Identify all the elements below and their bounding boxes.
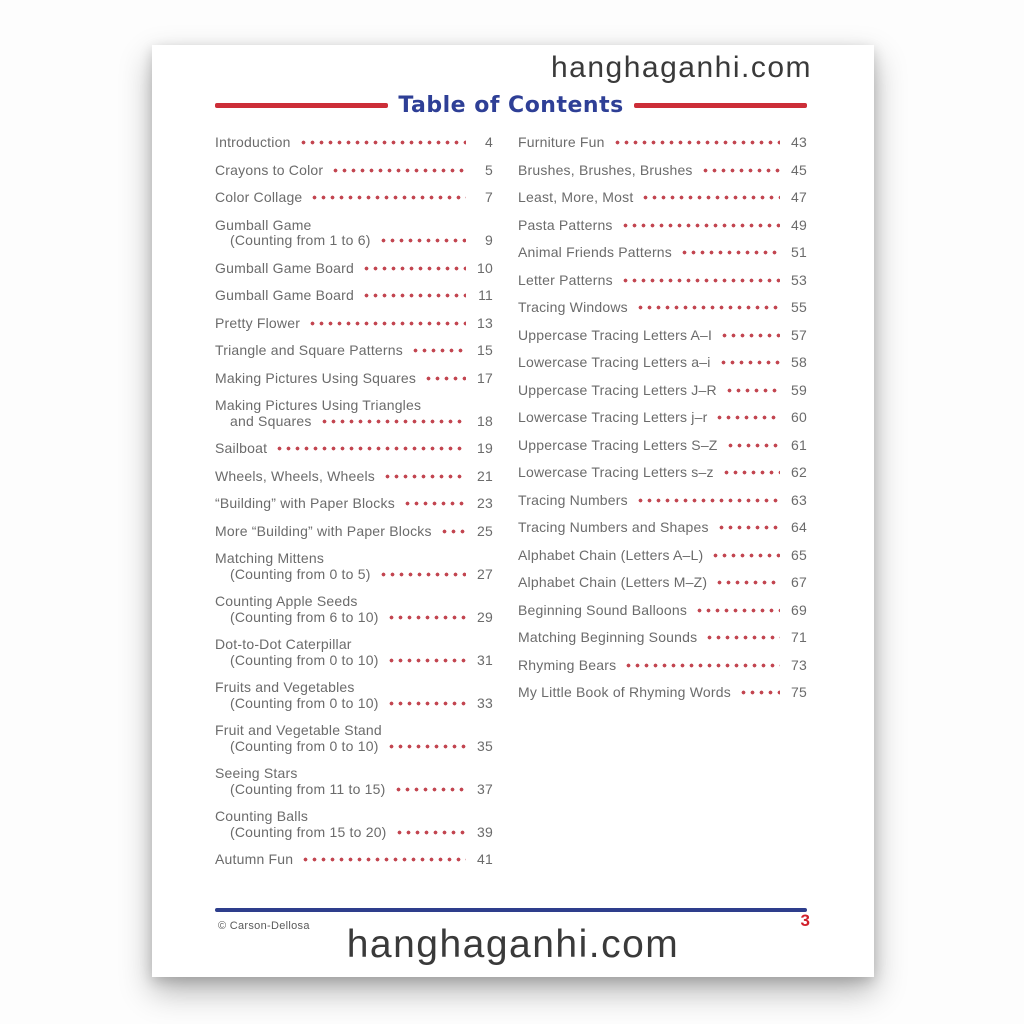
toc-entry-title: Alphabet Chain (Letters M–Z) <box>518 574 708 590</box>
toc-entry-page: 60 <box>791 409 807 425</box>
toc-entry-page: 73 <box>791 656 807 673</box>
dot-leader <box>715 580 780 585</box>
toc-entry-line <box>518 603 807 619</box>
dot-leader <box>711 553 780 558</box>
toc-entry-title: Least, More, Most <box>518 189 634 205</box>
toc-columns <box>215 135 807 880</box>
toc-entry-page: 71 <box>791 629 807 645</box>
toc-entry <box>215 261 493 277</box>
toc-entry-title: Lowercase Tracing Letters s–z <box>518 464 714 480</box>
toc-entry <box>518 218 807 234</box>
toc-entry-subline <box>215 233 493 249</box>
toc-entry-line <box>215 441 493 457</box>
toc-entry-title: Making Pictures Using Triangles <box>215 397 422 413</box>
toc-entry-line <box>215 594 493 610</box>
toc-entry-line <box>518 575 807 591</box>
dot-leader <box>424 376 466 381</box>
toc-entry <box>518 328 807 344</box>
toc-entry <box>215 637 493 668</box>
title-rule-left <box>215 103 388 108</box>
toc-entry <box>215 594 493 625</box>
toc-entry-subtitle: (Counting from 0 to 5) <box>230 565 371 582</box>
toc-entry-page: 49 <box>791 216 807 233</box>
dot-leader <box>379 238 466 243</box>
toc-entry <box>215 680 493 711</box>
watermark-top: hanghaganhi.com <box>550 51 812 84</box>
toc-entry-page: 19 <box>477 440 493 456</box>
dot-leader <box>613 140 780 145</box>
toc-entry <box>215 371 493 387</box>
toc-entry-page: 63 <box>791 491 807 508</box>
toc-entry-page: 29 <box>477 608 493 625</box>
toc-entry-subline <box>215 825 493 841</box>
toc-entry <box>215 469 493 485</box>
toc-entry-page: 45 <box>791 161 807 178</box>
toc-entry-line <box>518 465 807 481</box>
toc-entry-line <box>518 658 807 674</box>
dot-leader <box>387 744 466 749</box>
copyright: © Carson-Dellosa <box>218 920 310 932</box>
toc-entry-line <box>215 288 493 304</box>
toc-entry <box>518 410 807 426</box>
toc-entry-title: Matching Mittens <box>215 550 325 566</box>
dot-leader <box>636 498 780 503</box>
dot-leader <box>387 658 466 663</box>
toc-entry-title: Seeing Stars <box>215 765 298 781</box>
toc-entry <box>518 575 807 591</box>
dot-leader <box>636 305 780 310</box>
toc-entry-title: Color Collage <box>215 189 303 205</box>
toc-entry-title: Matching Beginning Sounds <box>518 629 698 645</box>
dot-leader <box>722 470 780 475</box>
toc-entry-page: 64 <box>791 519 807 535</box>
toc-entry-line <box>518 355 807 371</box>
dot-leader <box>715 415 780 420</box>
toc-entry-subline <box>215 610 493 626</box>
toc-entry-title: Gumball Game Board <box>215 287 354 303</box>
toc-entry-subline <box>215 696 493 712</box>
toc-entry-title: Pasta Patterns <box>518 216 613 233</box>
toc-entry-line <box>518 438 807 454</box>
watermark-bottom: hanghaganhi.com <box>346 923 680 966</box>
toc-entry-subline <box>215 414 493 430</box>
toc-entry-line <box>215 316 493 332</box>
toc-entry-page: 17 <box>477 369 493 386</box>
toc-entry-line <box>215 163 493 179</box>
page-title: Table of Contents <box>398 93 624 118</box>
toc-entry <box>215 135 493 151</box>
toc-entry-title: My Little Book of Rhyming Words <box>518 684 731 700</box>
toc-entry-line <box>518 493 807 509</box>
dot-leader <box>387 701 466 706</box>
toc-left-column <box>215 135 493 880</box>
toc-entry-title: Triangle and Square Patterns <box>215 342 403 358</box>
toc-entry-title: Alphabet Chain (Letters A–L) <box>518 546 704 563</box>
toc-entry-line <box>215 766 493 782</box>
toc-entry-line <box>215 852 493 868</box>
dot-leader <box>695 608 780 613</box>
dot-leader <box>705 635 780 640</box>
toc-entry <box>518 383 807 399</box>
toc-entry-title: Fruit and Vegetable Stand <box>215 722 382 738</box>
toc-entry-title: Beginning Sound Balloons <box>518 601 688 618</box>
toc-entry <box>518 603 807 619</box>
toc-entry-line <box>518 273 807 289</box>
toc-entry <box>215 766 493 797</box>
toc-entry-page: 47 <box>791 189 807 205</box>
toc-entry-page: 39 <box>477 823 493 840</box>
toc-entry <box>215 316 493 332</box>
toc-entry-line <box>518 383 807 399</box>
toc-entry <box>215 441 493 457</box>
toc-entry-title: Rhyming Bears <box>518 656 617 673</box>
toc-entry-line <box>518 520 807 536</box>
toc-entry-title: “Building” with Paper Blocks <box>215 495 395 511</box>
toc-entry-page: 51 <box>791 244 807 260</box>
toc-entry-page: 31 <box>477 651 493 668</box>
toc-entry-line <box>215 469 493 485</box>
toc-entry-subline <box>215 567 493 583</box>
toc-entry-subtitle: (Counting from 0 to 10) <box>230 651 379 668</box>
dot-leader <box>395 830 466 835</box>
toc-entry-page: 61 <box>791 436 807 453</box>
toc-entry-title: Tracing Numbers <box>518 491 628 508</box>
toc-entry-title: Gumball Game Board <box>215 259 354 276</box>
toc-entry-line <box>215 190 493 206</box>
toc-entry-page: 65 <box>791 546 807 563</box>
dot-leader <box>331 168 466 173</box>
dot-leader <box>720 333 780 338</box>
toc-entry-page: 58 <box>791 354 807 370</box>
toc-entry-subtitle: (Counting from 15 to 20) <box>230 823 387 840</box>
toc-entry-page: 35 <box>477 737 493 754</box>
toc-entry-line <box>518 548 807 564</box>
toc-entry-page: 13 <box>477 314 493 331</box>
toc-entry-title: Dot-to-Dot Caterpillar <box>215 636 352 652</box>
dot-leader <box>621 223 780 228</box>
toc-entry-page: 69 <box>791 601 807 618</box>
dot-leader <box>394 787 466 792</box>
dot-leader <box>680 250 780 255</box>
toc-entry <box>518 548 807 564</box>
toc-entry-line <box>518 218 807 234</box>
toc-entry <box>215 288 493 304</box>
toc-entry-title: Furniture Fun <box>518 134 605 150</box>
toc-entry-page: 11 <box>478 287 493 303</box>
toc-entry <box>215 524 493 540</box>
toc-entry-subtitle: (Counting from 6 to 10) <box>230 608 379 625</box>
toc-entry-page: 9 <box>485 232 493 248</box>
title-rule-right <box>634 103 807 108</box>
dot-leader <box>310 195 466 200</box>
dot-leader <box>739 690 780 695</box>
toc-entry-page: 37 <box>477 780 493 797</box>
dot-leader <box>641 195 780 200</box>
toc-entry-subtitle: (Counting from 0 to 10) <box>230 694 379 711</box>
toc-entry <box>518 520 807 536</box>
toc-entry-line <box>215 496 493 512</box>
toc-entry-page: 4 <box>485 134 493 150</box>
toc-entry-page: 25 <box>477 522 493 539</box>
toc-entry <box>215 809 493 840</box>
dot-leader <box>320 419 466 424</box>
toc-entry-subtitle: (Counting from 11 to 15) <box>230 780 386 797</box>
toc-entry-subtitle: (Counting from 1 to 6) <box>230 232 371 248</box>
toc-entry-page: 10 <box>477 259 493 276</box>
toc-entry-line <box>215 135 493 151</box>
toc-entry-title: Crayons to Color <box>215 161 324 178</box>
toc-entry <box>215 496 493 512</box>
toc-entry-title: Wheels, Wheels, Wheels <box>215 467 376 484</box>
toc-entry <box>215 723 493 754</box>
dot-leader <box>379 572 466 577</box>
toc-entry-page: 18 <box>477 412 493 429</box>
dot-leader <box>308 321 466 326</box>
toc-entry-line <box>518 685 807 701</box>
toc-entry-title: Animal Friends Patterns <box>518 244 672 260</box>
toc-entry-line <box>215 398 493 414</box>
document-page <box>152 45 874 977</box>
page-number: 3 <box>800 911 810 930</box>
toc-entry-page: 5 <box>485 161 493 178</box>
toc-entry-title: Pretty Flower <box>215 314 301 331</box>
toc-entry-title: Autumn Fun <box>215 851 294 867</box>
toc-entry-title: Uppercase Tracing Letters A–I <box>518 326 713 343</box>
toc-entry-line <box>518 190 807 206</box>
dot-leader <box>387 615 466 620</box>
toc-entry-subline <box>215 782 493 798</box>
toc-entry <box>215 218 493 249</box>
toc-entry-line <box>518 328 807 344</box>
toc-entry-page: 43 <box>791 134 807 150</box>
toc-entry <box>215 343 493 359</box>
dot-leader <box>299 140 466 145</box>
toc-entry-line <box>215 371 493 387</box>
toc-entry-line <box>215 524 493 540</box>
toc-entry-page: 62 <box>791 464 807 480</box>
toc-entry-title: Gumball Game <box>215 216 312 233</box>
toc-entry-line <box>518 630 807 646</box>
toc-entry-title: Tracing Windows <box>518 299 628 315</box>
dot-leader <box>275 446 466 451</box>
toc-entry <box>518 245 807 261</box>
dot-leader <box>403 501 466 506</box>
toc-entry <box>518 355 807 371</box>
toc-entry <box>518 135 807 151</box>
dot-leader <box>440 529 466 534</box>
toc-entry-line <box>518 163 807 179</box>
toc-entry-line <box>518 245 807 261</box>
toc-entry-line <box>215 551 493 567</box>
toc-entry-subline <box>215 653 493 669</box>
dot-leader <box>411 348 466 353</box>
dot-leader <box>719 360 780 365</box>
toc-entry-page: 57 <box>791 326 807 343</box>
dot-leader <box>383 474 466 479</box>
toc-entry-title: Uppercase Tracing Letters S–Z <box>518 436 718 453</box>
toc-entry-line <box>215 723 493 739</box>
toc-entry-line <box>518 300 807 316</box>
toc-entry <box>215 163 493 179</box>
toc-entry <box>518 658 807 674</box>
toc-entry-page: 15 <box>477 342 493 358</box>
toc-entry-title: Introduction <box>215 134 291 150</box>
toc-entry-title: Sailboat <box>215 440 268 456</box>
toc-entry-line <box>215 343 493 359</box>
toc-entry-title: Letter Patterns <box>518 271 613 288</box>
toc-entry <box>215 852 493 868</box>
toc-entry-line <box>215 680 493 696</box>
toc-entry-title: Brushes, Brushes, Brushes <box>518 161 693 178</box>
toc-entry <box>215 190 493 206</box>
dot-leader <box>362 293 466 298</box>
toc-entry <box>518 300 807 316</box>
dot-leader <box>621 278 780 283</box>
toc-entry-subtitle: and Squares <box>230 412 312 429</box>
toc-entry-page: 23 <box>477 495 493 511</box>
toc-entry <box>518 163 807 179</box>
footer-rule <box>215 908 807 912</box>
dot-leader <box>717 525 780 530</box>
toc-entry-line <box>215 637 493 653</box>
toc-entry-title: Lowercase Tracing Letters a–i <box>518 354 711 370</box>
toc-entry-page: 33 <box>477 694 493 711</box>
toc-entry-title: More “Building” with Paper Blocks <box>215 522 432 539</box>
toc-entry-title: Lowercase Tracing Letters j–r <box>518 409 708 425</box>
dot-leader <box>726 443 780 448</box>
toc-entry-title: Counting Balls <box>215 808 309 824</box>
dot-leader <box>362 266 466 271</box>
toc-entry-page: 59 <box>791 381 807 398</box>
dot-leader <box>725 388 780 393</box>
toc-entry-line <box>518 135 807 151</box>
toc-entry <box>518 493 807 509</box>
dot-leader <box>624 663 780 668</box>
toc-entry-page: 27 <box>477 565 493 582</box>
toc-entry-title: Uppercase Tracing Letters J–R <box>518 381 717 398</box>
toc-entry-subtitle: (Counting from 0 to 10) <box>230 737 379 754</box>
toc-entry <box>518 465 807 481</box>
toc-entry-page: 7 <box>485 189 493 205</box>
toc-entry-page: 75 <box>791 684 807 700</box>
toc-entry-page: 41 <box>477 851 493 867</box>
toc-entry-title: Tracing Numbers and Shapes <box>518 519 709 535</box>
toc-entry-line <box>215 261 493 277</box>
toc-entry-line <box>518 410 807 426</box>
toc-entry-line <box>215 218 493 234</box>
toc-right-column <box>518 135 807 880</box>
dot-leader <box>701 168 780 173</box>
toc-entry <box>215 398 493 429</box>
toc-entry <box>215 551 493 582</box>
toc-entry <box>518 685 807 701</box>
toc-entry <box>518 190 807 206</box>
toc-entry-title: Fruits and Vegetables <box>215 679 355 695</box>
toc-entry-title: Counting Apple Seeds <box>215 593 358 609</box>
toc-entry-page: 55 <box>791 299 807 315</box>
toc-entry <box>518 630 807 646</box>
toc-entry-page: 53 <box>791 271 807 288</box>
toc-entry-page: 67 <box>791 574 807 590</box>
toc-entry-subline <box>215 739 493 755</box>
toc-entry <box>518 273 807 289</box>
toc-entry-line <box>215 809 493 825</box>
toc-entry-title: Making Pictures Using Squares <box>215 369 417 386</box>
toc-entry-page: 21 <box>477 467 493 484</box>
toc-entry <box>518 438 807 454</box>
title-row <box>215 93 807 118</box>
dot-leader <box>301 857 466 862</box>
